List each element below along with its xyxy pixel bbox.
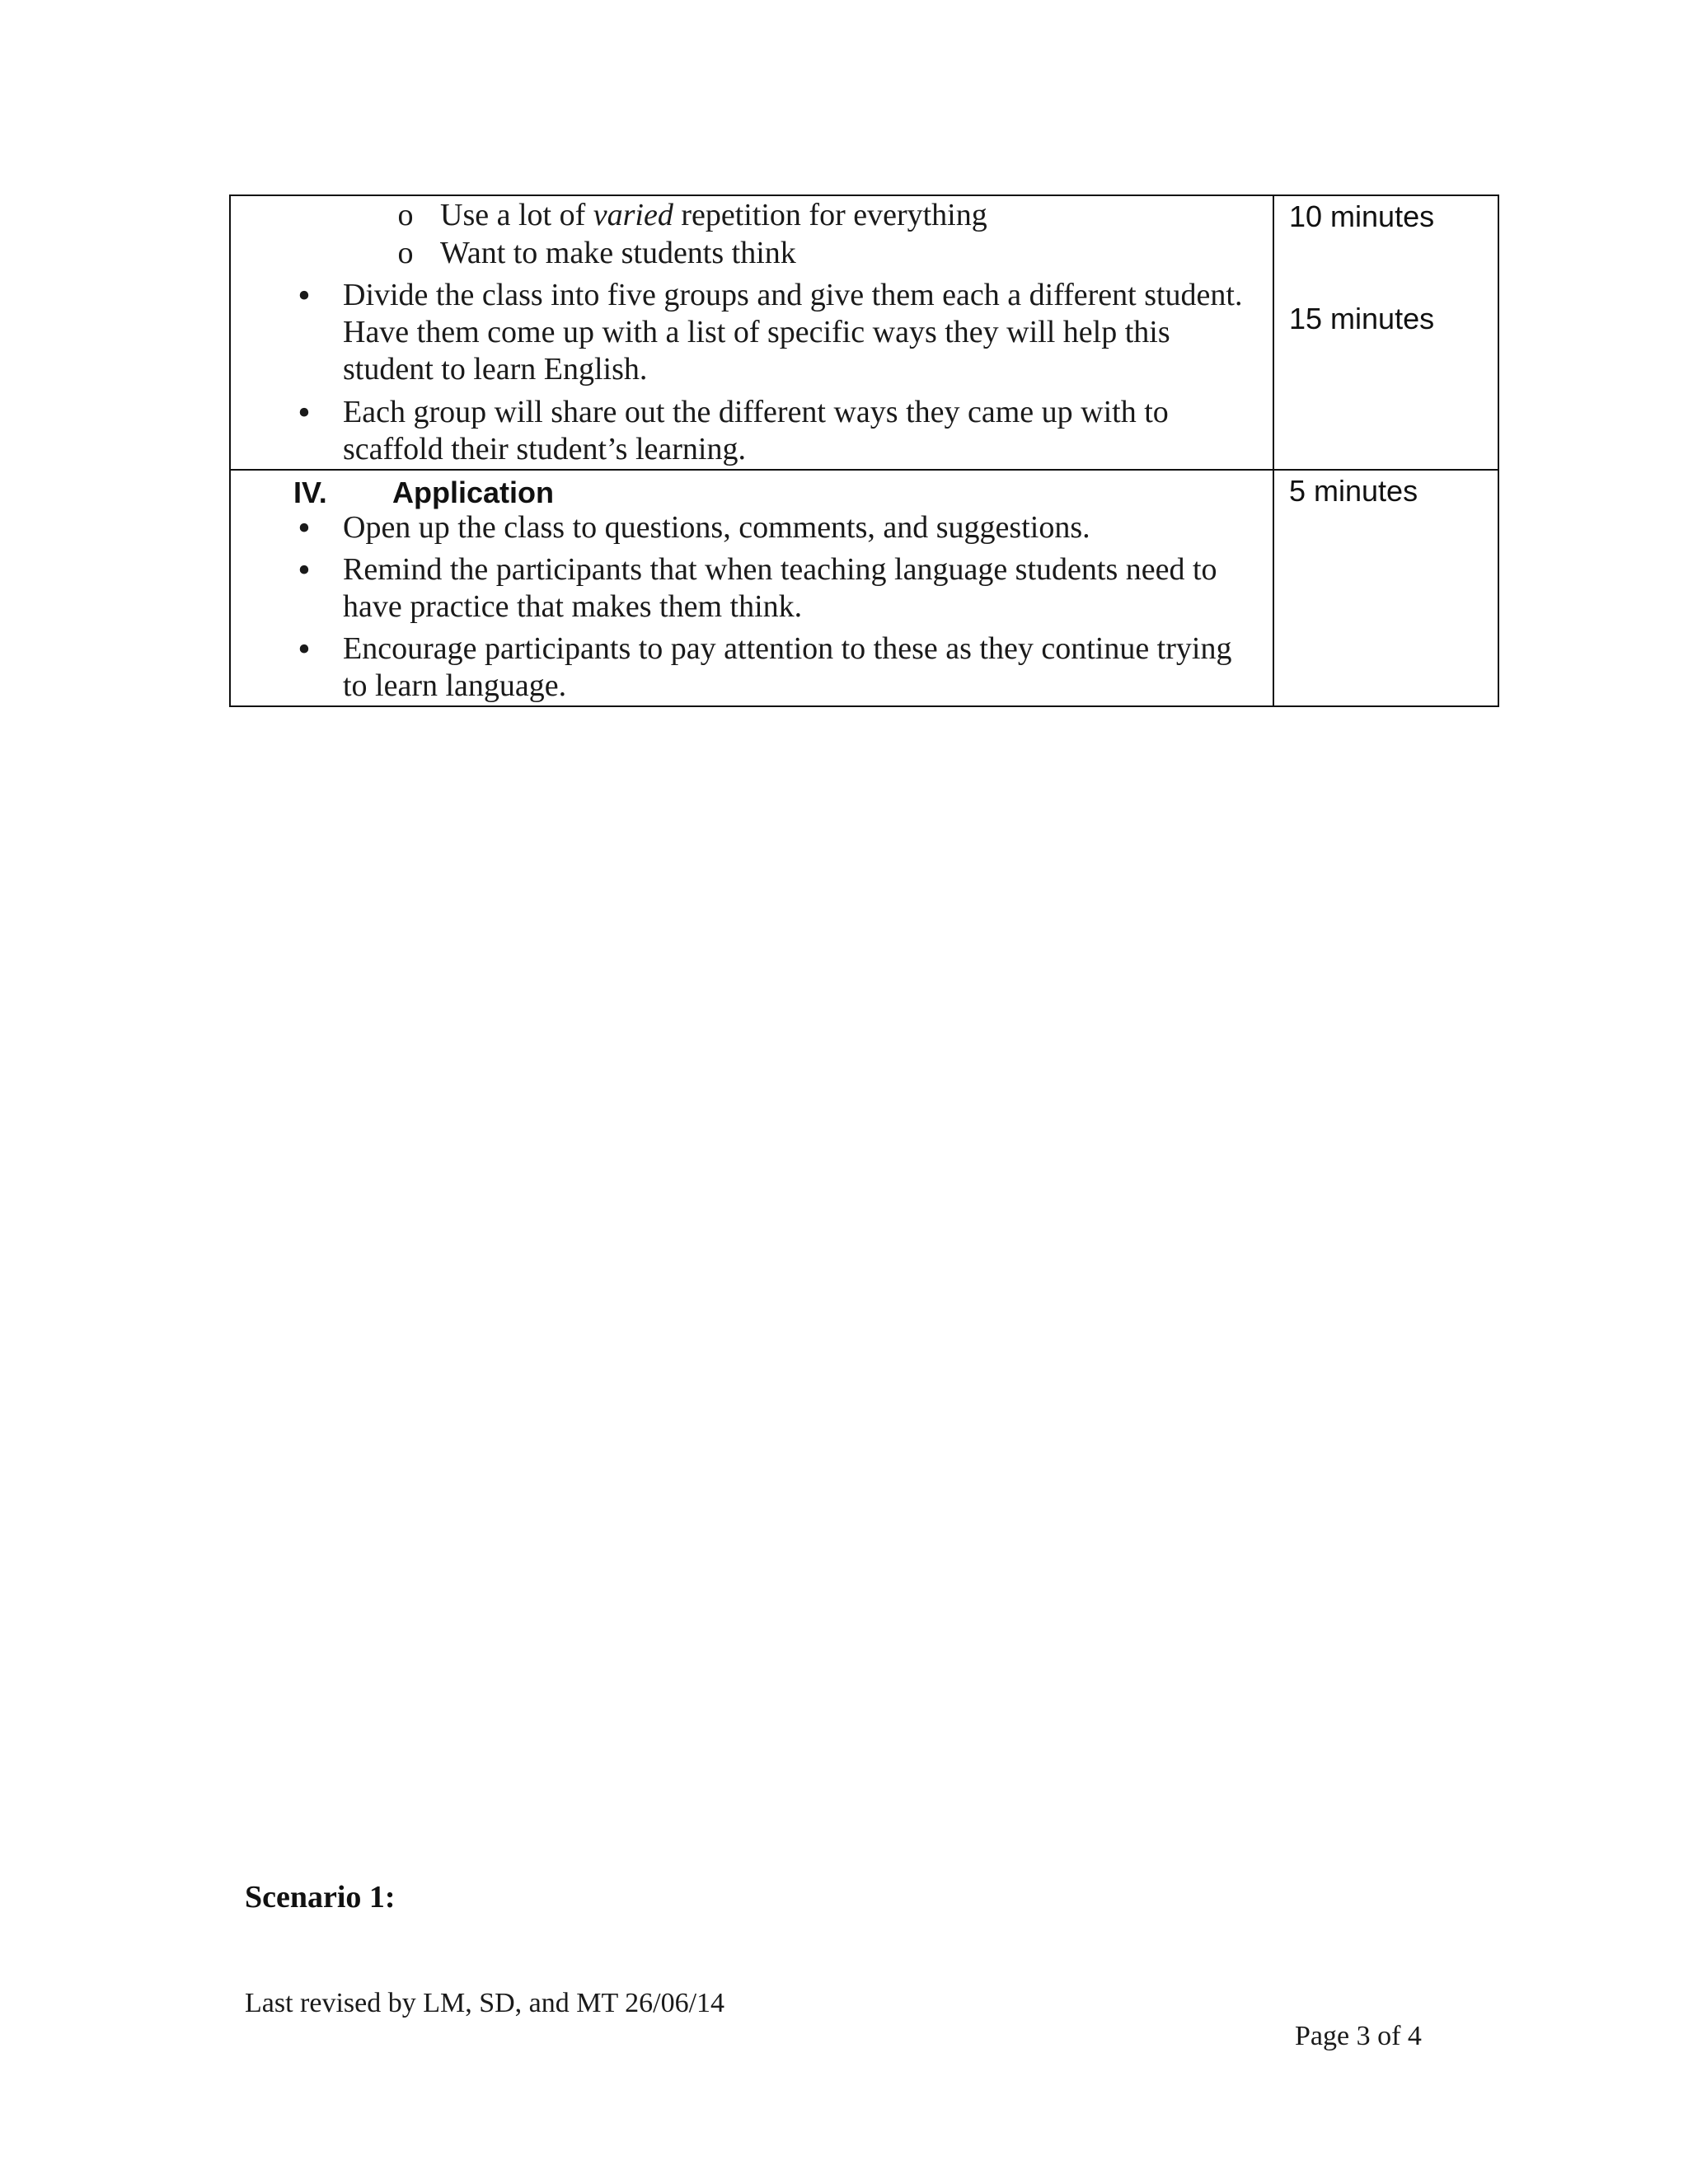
- table-row: [230, 195, 1498, 470]
- bullet-icon: •: [298, 392, 311, 433]
- table-row: [230, 470, 1498, 706]
- duration-label: 15 minutes: [1289, 302, 1435, 335]
- list-item-text: Open up the class to questions, comments, and suggestions.: [343, 510, 1090, 545]
- list-item-text: Encourage participants to pay attention to these as they continue trying to learn language.: [343, 631, 1232, 703]
- sub-list-item-text: Use a lot of varied repetition for everything: [440, 198, 987, 232]
- duration-cell: [1273, 470, 1498, 706]
- bullet-icon: •: [298, 550, 311, 590]
- duration-label: 5 minutes: [1289, 474, 1418, 508]
- bullet-icon: •: [298, 508, 311, 548]
- circle-bullet-icon: o: [397, 198, 414, 232]
- section-number: IV.: [293, 476, 327, 509]
- list-item-text: Remind the participants that when teaching language students need to have practice that makes them think.: [343, 552, 1217, 624]
- section-title: Application: [392, 476, 554, 509]
- sub-list-item-text: Want to make students think: [440, 236, 796, 270]
- duration-cell: [1273, 195, 1498, 470]
- list-item-text: Each group will share out the different ways they came up with to scaffold their student’s learning.: [343, 395, 1169, 466]
- scenario-heading: Scenario 1:: [245, 1880, 396, 1915]
- activity-cell: [230, 195, 1273, 470]
- duration-label: 10 minutes: [1289, 199, 1435, 233]
- revision-note: Last revised by LM, SD, and MT 26/06/14: [245, 1988, 725, 2018]
- list-item-text: Divide the class into five groups and give them each a different student. Have them come up with a list of specific ways they will help this student to learn English.: [343, 278, 1243, 387]
- lesson-plan-table: [229, 194, 1499, 707]
- page-number: Page 3 of 4: [1295, 2021, 1422, 2051]
- bullet-icon: •: [298, 629, 311, 669]
- activity-cell: [230, 470, 1273, 706]
- circle-bullet-icon: o: [397, 236, 414, 270]
- bullet-icon: •: [298, 275, 311, 316]
